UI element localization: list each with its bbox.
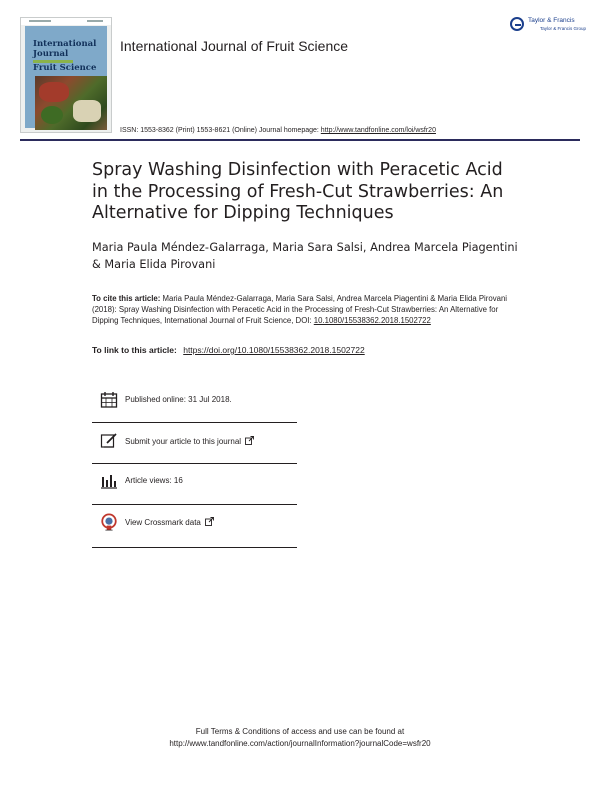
crossmark-icon (100, 513, 118, 531)
issn-line (120, 127, 436, 134)
cover-title-line3: Fruit Science (33, 63, 97, 73)
journal-homepage-link[interactable]: http://www.tandfonline.com/loi/wsfr20 (320, 127, 436, 134)
article-views: Article views: 16 (125, 476, 183, 485)
article-link-line (92, 345, 365, 355)
header-divider (20, 139, 580, 141)
edit-icon (100, 432, 118, 450)
panel-divider (92, 504, 297, 505)
external-link-icon (245, 436, 254, 445)
cover-title-line2: Journal (33, 49, 69, 59)
journal-name: International Journal of Fruit Science (120, 38, 349, 54)
article-authors (92, 239, 532, 273)
calendar-icon (100, 391, 118, 409)
crossmark-link[interactable]: View Crossmark data (125, 517, 214, 527)
cover-photo (35, 76, 107, 130)
footer-terms (0, 726, 600, 750)
publisher-logo-icon (510, 17, 524, 31)
authors-line-1: Maria Paula Méndez-Galarraga, Maria Sara Salsi, Andrea Marcela Piagentini (92, 241, 518, 254)
article-doi-url[interactable]: https://doi.org/10.1080/15538362.2018.1502722 (183, 345, 365, 355)
panel-divider (92, 463, 297, 464)
cover-title-line1: International (33, 39, 97, 49)
citation-block (92, 293, 512, 326)
link-label: To link to this article: (92, 345, 180, 355)
citation-text: Maria Paula Méndez-Galarraga, Maria Sara Salsi, Andrea Marcela Piagentini & Maria Elida Pirovani (2018): Spray Washing Disinfection with Peracetic Acid in the Processing of Fresh-Cut Strawberries: An Alternative for Dipping Techniques, International Journal of Fruit Science, DOI: (92, 294, 508, 325)
footer-line-1: Full Terms & Conditions of access and use can be found at (195, 727, 405, 736)
published-date: Published online: 31 Jul 2018. (125, 395, 232, 404)
issn-text: ISSN: 1553-8362 (Print) 1553-8621 (Online) Journal homepage: (120, 127, 321, 134)
publisher-logo (510, 16, 587, 36)
external-link-icon (205, 517, 214, 526)
bar-chart-icon (100, 472, 118, 490)
authors-line-2: & Maria Elida Pirovani (92, 258, 216, 271)
journal-cover-image (20, 17, 112, 133)
panel-divider (92, 547, 297, 548)
panel-divider (92, 422, 297, 423)
article-title: Spray Washing Disinfection with Peracetic Acid in the Processing of Fresh-Cut Strawberries: An Alternative for Dipping Techniques (92, 160, 504, 223)
publisher-name: Taylor & Francis (528, 17, 575, 24)
doi-link[interactable]: 10.1080/15538362.2018.1502722 (313, 316, 431, 325)
publisher-tagline: Taylor & Francis Group (540, 26, 587, 31)
citation-label: To cite this article: (92, 294, 163, 303)
submit-article-link[interactable]: Submit your article to this journal (125, 436, 254, 446)
footer-terms-link[interactable]: http://www.tandfonline.com/action/journalInformation?journalCode=wsfr20 (169, 739, 431, 748)
